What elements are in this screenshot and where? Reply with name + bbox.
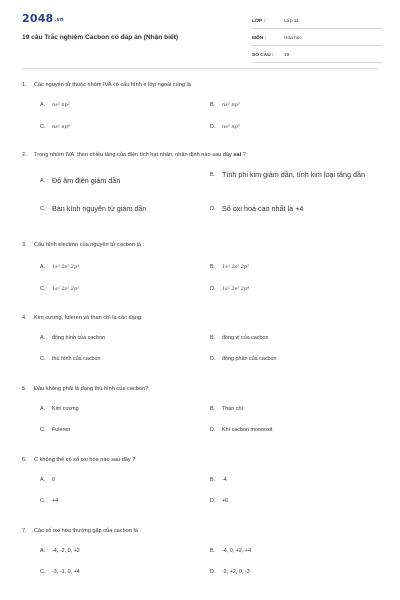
option-letter: C. xyxy=(40,286,46,292)
option-d[interactable] xyxy=(210,569,250,576)
option-value: 0 xyxy=(52,477,55,483)
option-letter: D. xyxy=(210,356,216,362)
meta-panel xyxy=(252,14,382,65)
option-b[interactable] xyxy=(210,102,240,109)
question-prompt-end: ? xyxy=(241,152,246,158)
question-5 xyxy=(22,384,378,442)
option-letter: B. xyxy=(210,406,216,412)
option-value: -4, -2, 0, +2 xyxy=(52,548,80,554)
option-value: Than chì xyxy=(222,406,243,412)
option-b[interactable] xyxy=(210,335,268,342)
option-c[interactable] xyxy=(40,356,101,363)
option-letter: C. xyxy=(40,569,46,575)
option-value: 1s² 2s² 2p² xyxy=(222,264,250,270)
meta-row-subject xyxy=(252,31,382,46)
logo-text: 2048 xyxy=(22,12,54,25)
option-letter: C. xyxy=(40,427,46,433)
question-2 xyxy=(22,150,378,230)
option-value: -4, 0, +2, +4 xyxy=(222,548,252,554)
meta-value: Lớp 11 xyxy=(284,18,299,24)
option-value: -4 xyxy=(222,477,227,483)
option-a[interactable] xyxy=(40,176,120,186)
question-text xyxy=(22,80,378,90)
option-b[interactable] xyxy=(210,264,249,271)
question-prompt: Cấu hình electron của nguyên tử cacbon là : xyxy=(34,242,145,248)
option-letter: A. xyxy=(40,178,46,184)
options xyxy=(40,335,378,371)
options xyxy=(40,406,378,442)
option-a[interactable] xyxy=(40,264,79,271)
option-b[interactable] xyxy=(210,406,243,413)
option-letter: A. xyxy=(40,548,46,554)
option-letter: B. xyxy=(210,477,216,483)
question-prompt: Trong nhóm IVA, theo chiều tăng của điện tích hạt nhân, nhận định nào sau đây xyxy=(34,152,234,158)
option-a[interactable] xyxy=(40,548,80,555)
logo-suffix: .vn xyxy=(54,17,64,23)
option-d[interactable] xyxy=(210,356,277,363)
option-c[interactable] xyxy=(40,569,80,576)
option-value: +6 xyxy=(222,498,229,504)
question-number: 3. xyxy=(22,242,27,248)
option-letter: D. xyxy=(210,427,216,433)
option-value: +4 xyxy=(52,498,59,504)
option-c[interactable] xyxy=(40,204,146,214)
option-value: 1s² 2s² 2p¹ xyxy=(52,286,80,292)
meta-label: LỚP : xyxy=(252,18,266,24)
question-prompt: Kim cương, fuleren và than chì là các dạng: xyxy=(34,315,143,321)
option-value: ns² np³ xyxy=(222,102,240,108)
option-c[interactable] xyxy=(40,427,70,434)
question-7 xyxy=(22,526,378,584)
option-letter: B. xyxy=(210,548,216,554)
option-letter: C. xyxy=(40,356,46,362)
option-letter: A. xyxy=(40,335,46,341)
options xyxy=(40,477,378,513)
option-b[interactable] xyxy=(210,548,251,555)
question-number: 7. xyxy=(22,528,27,534)
option-b[interactable] xyxy=(210,170,378,180)
option-d[interactable] xyxy=(210,124,240,131)
option-value: Kim cương xyxy=(52,406,79,412)
question-text xyxy=(22,150,378,160)
question-number: 5. xyxy=(22,386,27,392)
option-a[interactable] xyxy=(40,335,105,342)
site-logo[interactable] xyxy=(22,12,64,25)
option-value: ns² np² xyxy=(52,102,70,108)
option-value: đồng phân của cacbon xyxy=(222,356,277,362)
option-value: -2, +2, 0, -3 xyxy=(222,569,250,575)
question-number: 2. xyxy=(22,152,27,158)
option-letter: D. xyxy=(210,286,216,292)
option-d[interactable] xyxy=(210,204,303,214)
option-letter: A. xyxy=(40,102,46,108)
option-value: đồng hình của cacbon xyxy=(52,335,106,341)
worksheet-header xyxy=(0,0,400,62)
option-value: -3, -1, 0, +4 xyxy=(52,569,80,575)
question-3 xyxy=(22,240,378,300)
option-a[interactable] xyxy=(40,406,79,413)
question-prompt: Các nguyên tử thuộc nhóm IVA có cấu hình e lớp ngoài cùng là xyxy=(34,82,191,88)
option-d[interactable] xyxy=(210,286,249,293)
question-number: 6. xyxy=(22,457,27,463)
option-letter: D. xyxy=(210,498,216,504)
question-text xyxy=(22,240,378,250)
option-letter: C. xyxy=(40,124,46,130)
option-value: 1s² 2s² 2p³ xyxy=(52,264,80,270)
option-letter: A. xyxy=(40,264,46,270)
options xyxy=(40,170,378,230)
option-letter: B. xyxy=(210,264,216,270)
option-c[interactable] xyxy=(40,124,70,131)
question-1 xyxy=(22,80,378,138)
meta-label: MÔN : xyxy=(252,35,267,41)
question-text xyxy=(22,526,378,536)
option-value: Fuleren xyxy=(52,427,71,433)
meta-value: Hóa học xyxy=(284,35,302,41)
option-letter: C. xyxy=(40,498,46,504)
question-prompt: C không thể có số oxi hóa nào sau đây ? xyxy=(34,457,136,463)
option-b[interactable] xyxy=(210,477,227,484)
option-value: ns² np⁵ xyxy=(222,124,240,130)
question-text xyxy=(22,313,378,323)
question-6 xyxy=(22,455,378,513)
question-number: 4. xyxy=(22,315,27,321)
option-value: thù hình của cacbon xyxy=(52,356,101,362)
meta-row-count xyxy=(252,48,382,63)
option-letter: A. xyxy=(40,406,46,412)
question-text xyxy=(22,384,378,394)
question-prompt: Đâu không phải là dạng thù hình của cacbon? xyxy=(34,386,149,392)
question-number: 1. xyxy=(22,82,27,88)
meta-value: 19 xyxy=(284,52,290,58)
option-letter: B. xyxy=(210,172,216,178)
option-letter: D. xyxy=(210,569,216,575)
option-d[interactable] xyxy=(210,498,228,505)
question-4 xyxy=(22,313,378,371)
option-a[interactable] xyxy=(40,477,55,484)
meta-label: SỐ CÂU : xyxy=(252,52,274,58)
option-letter: A. xyxy=(40,477,46,483)
option-value: Số oxi hoá cao nhất là +4 xyxy=(222,204,304,213)
question-emphasis: sai xyxy=(233,152,242,158)
meta-row-class xyxy=(252,14,382,29)
option-value: Khí cacbon monooxit xyxy=(222,427,273,433)
options xyxy=(40,264,378,300)
option-letter: B. xyxy=(210,335,216,341)
option-value: đồng vị của cacbon xyxy=(222,335,269,341)
header-divider xyxy=(22,68,378,69)
option-c[interactable] xyxy=(40,286,79,293)
option-letter: C. xyxy=(40,206,46,212)
option-letter: D. xyxy=(210,206,216,212)
option-value: Độ âm điện giảm dần xyxy=(52,176,121,185)
option-c[interactable] xyxy=(40,498,58,505)
option-value: Bán kính nguyên tử giảm dần xyxy=(52,204,147,213)
option-letter: D. xyxy=(210,124,216,130)
option-value: 1s² 2s² 2p⁴ xyxy=(222,286,250,292)
option-a[interactable] xyxy=(40,102,70,109)
options xyxy=(40,102,378,138)
options xyxy=(40,548,378,584)
question-prompt: Các số oxi hóa thường gặp của cacbon là xyxy=(34,528,138,534)
option-value: ns² np⁴ xyxy=(52,124,70,130)
option-d[interactable] xyxy=(210,427,272,434)
question-text xyxy=(22,455,378,465)
option-letter: B. xyxy=(210,102,216,108)
page-title: 19 câu Trắc nghiệm Cacbon có đáp án (Nhận biết) xyxy=(22,34,179,41)
option-value: Tính phi kim giảm dần, tính kim loại tăng dần xyxy=(222,170,366,179)
